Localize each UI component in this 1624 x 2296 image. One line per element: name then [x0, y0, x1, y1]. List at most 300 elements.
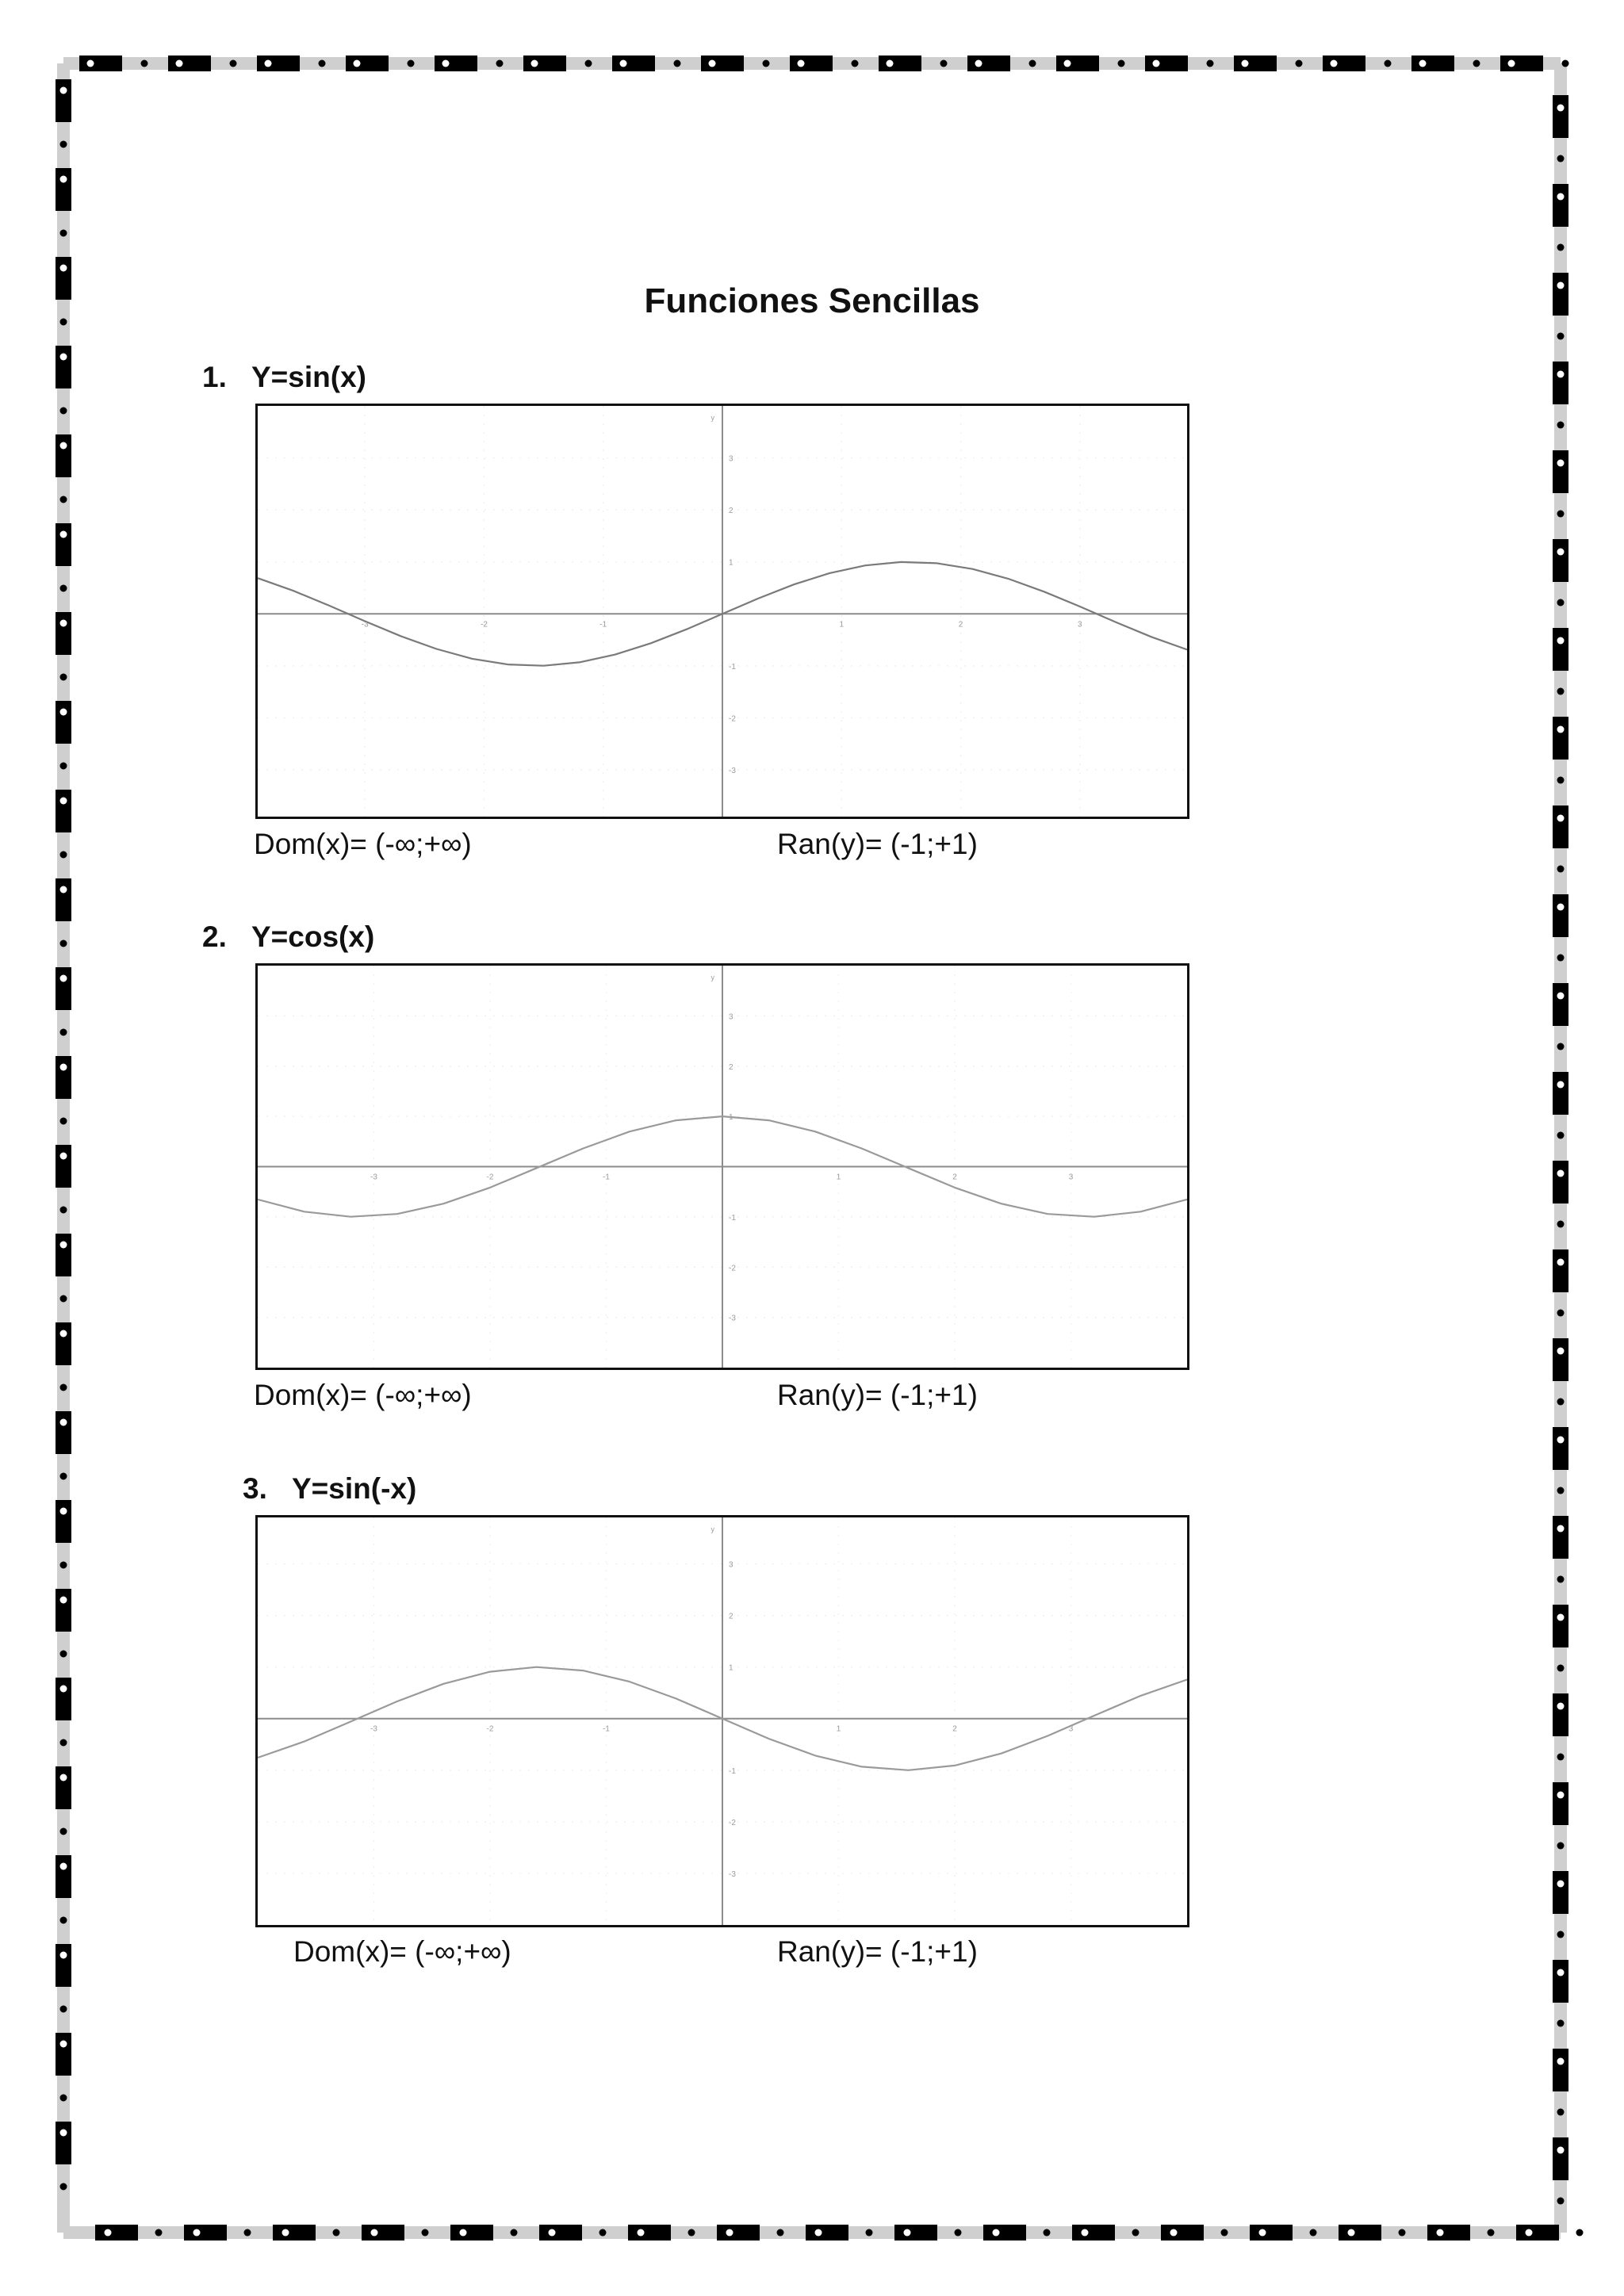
border-dot — [1557, 2020, 1565, 2027]
border-dot — [777, 2229, 784, 2237]
border-dash — [1145, 55, 1188, 71]
border-dot — [60, 1863, 67, 1870]
border-dot — [1221, 2229, 1228, 2237]
border-dash — [257, 55, 300, 71]
border-dash — [1553, 1338, 1568, 1381]
border-dot — [1488, 2229, 1495, 2237]
border-dash — [435, 55, 477, 71]
border-dash — [1553, 1605, 1568, 1647]
item-number: 3. — [243, 1472, 267, 1505]
border-dot — [1557, 1525, 1565, 1533]
y-tick-label: 1 — [729, 1113, 733, 1123]
border-dot — [193, 2229, 201, 2237]
y-tick-label: 3 — [729, 1560, 733, 1570]
border-dot — [60, 1064, 67, 1071]
border-dash — [346, 55, 389, 71]
border-dot — [60, 798, 67, 805]
item-function-label: Y=cos(x) — [251, 920, 375, 953]
border-dot — [674, 60, 681, 67]
border-dash — [1553, 2049, 1568, 2091]
border-dot — [1557, 1399, 1565, 1406]
border-dash — [79, 55, 122, 71]
y-tick-label: -1 — [729, 1213, 736, 1223]
border-dot — [60, 87, 67, 94]
domain-text-2: Dom(x)= (-∞;+∞) — [254, 1379, 472, 1411]
border-dash — [56, 1234, 71, 1276]
border-dash — [56, 523, 71, 566]
border-dash — [56, 346, 71, 388]
border-dot — [993, 2229, 1000, 2237]
border-dot — [1526, 2229, 1533, 2237]
border-dot — [1557, 244, 1565, 251]
border-dot — [1508, 60, 1515, 67]
border-dot — [60, 2041, 67, 2048]
border-dash — [1427, 2225, 1470, 2241]
border-dash — [56, 434, 71, 477]
item-function-label: Y=sin(x) — [251, 361, 366, 393]
border-dot — [60, 1739, 67, 1747]
border-dash — [967, 55, 1010, 71]
border-dot — [620, 60, 627, 67]
border-dash — [56, 1500, 71, 1543]
border-dot — [531, 60, 538, 67]
border-dot — [1348, 2229, 1355, 2237]
x-tick-label: -2 — [481, 620, 488, 629]
border-dot — [585, 60, 592, 67]
x-tick-label: 1 — [836, 1173, 841, 1182]
border-dash — [1553, 450, 1568, 493]
border-dot — [460, 2229, 467, 2237]
border-dot — [1557, 599, 1565, 607]
border-dot — [1082, 2229, 1089, 2237]
border-dash — [1056, 55, 1099, 71]
y-tick-label: -3 — [729, 766, 736, 775]
border-dot — [60, 1419, 67, 1426]
border-dot — [1557, 2058, 1565, 2065]
border-dot — [1557, 155, 1565, 163]
border-dot — [1557, 1487, 1565, 1494]
border-dot — [371, 2229, 378, 2237]
border-dot — [141, 60, 148, 67]
border-dot — [1242, 60, 1249, 67]
range-text-3: Ran(y)= (-1;+1) — [777, 1935, 978, 1968]
border-dot — [60, 1118, 67, 1125]
item-number: 1. — [202, 361, 227, 393]
border-dot — [1557, 1221, 1565, 1228]
border-dot — [60, 1686, 67, 1693]
border-dash — [56, 1056, 71, 1099]
border-dot — [852, 60, 859, 67]
border-dot — [60, 1828, 67, 1835]
border-dot — [1557, 549, 1565, 556]
border-dot — [1557, 637, 1565, 645]
border-dot — [60, 1917, 67, 1924]
border-dash — [56, 1678, 71, 1720]
border-dash — [1553, 1782, 1568, 1825]
border-dot — [1557, 1437, 1565, 1444]
border-dot — [60, 1242, 67, 1249]
x-tick-label: -3 — [361, 620, 369, 629]
border-dot — [1296, 60, 1303, 67]
y-tick-label: -1 — [729, 662, 736, 672]
border-dot — [230, 60, 237, 67]
border-dot — [244, 2229, 251, 2237]
border-dot — [1132, 2229, 1139, 2237]
border-dot — [60, 496, 67, 503]
border-dot — [511, 2229, 518, 2237]
border-dot — [1557, 460, 1565, 467]
border-dot — [1557, 1310, 1565, 1317]
border-dot — [60, 1384, 67, 1391]
border-dot — [1557, 1576, 1565, 1583]
border-dash — [56, 1944, 71, 1987]
border-dot — [1557, 1881, 1565, 1888]
border-dot — [1557, 1665, 1565, 1672]
y-tick-label: -3 — [729, 1314, 736, 1323]
border-dash — [56, 1855, 71, 1898]
border-dot — [333, 2229, 340, 2237]
border-dot — [1331, 60, 1338, 67]
border-dot — [60, 674, 67, 681]
border-dot — [60, 1330, 67, 1337]
border-dash — [1250, 2225, 1293, 2241]
border-dash — [1553, 1960, 1568, 2003]
y-tick-label: 3 — [729, 1012, 733, 1022]
border-dash — [56, 1145, 71, 1188]
border-dot — [60, 176, 67, 183]
border-dot — [975, 60, 982, 67]
border-dot — [1557, 2198, 1565, 2205]
item-heading-1 — [202, 358, 366, 396]
border-dash — [628, 2225, 671, 2241]
border-dot — [60, 442, 67, 450]
border-dot — [60, 265, 67, 272]
border-dash — [56, 1322, 71, 1365]
y-tick-label: 3 — [729, 454, 733, 464]
border-dash — [983, 2225, 1026, 2241]
x-tick-label: 2 — [952, 1173, 957, 1182]
border-dash — [1553, 1693, 1568, 1736]
border-dot — [1557, 1259, 1565, 1266]
border-dot — [1557, 1043, 1565, 1050]
border-dash — [56, 701, 71, 744]
border-dash — [1553, 1871, 1568, 1914]
border-dot — [1557, 193, 1565, 201]
border-dot — [1044, 2229, 1051, 2237]
border-dot — [1557, 371, 1565, 378]
border-dot — [1064, 60, 1071, 67]
domain-text-3: Dom(x)= (-∞;+∞) — [293, 1935, 511, 1968]
border-dash — [1553, 1072, 1568, 1115]
border-dot — [265, 60, 272, 67]
border-dash — [56, 612, 71, 655]
x-tick-label: -3 — [370, 1173, 377, 1182]
border-dot — [1576, 2229, 1584, 2237]
border-dot — [60, 2130, 67, 2137]
border-dash — [1553, 2137, 1568, 2180]
border-dot — [1118, 60, 1125, 67]
border-dot — [1557, 1843, 1565, 1850]
border-dot — [422, 2229, 429, 2237]
border-dot — [1557, 815, 1565, 822]
y-axis-label: y — [710, 1525, 714, 1533]
border-dash — [894, 2225, 937, 2241]
border-dot — [60, 1508, 67, 1515]
y-tick-label: 2 — [729, 1062, 733, 1072]
border-dot — [408, 60, 415, 67]
border-dash — [1553, 539, 1568, 582]
border-dot — [105, 2229, 112, 2237]
item-heading-3 — [243, 1470, 416, 1508]
border-dot — [60, 408, 67, 415]
x-tick-label: -3 — [370, 1724, 377, 1734]
border-dot — [60, 1029, 67, 1036]
page-title: Funciones Sencillas — [644, 281, 980, 320]
border-dot — [763, 60, 770, 67]
y-tick-label: -1 — [729, 1766, 736, 1776]
border-dot — [60, 975, 67, 982]
border-dot — [599, 2229, 607, 2237]
border-dash — [56, 2033, 71, 2076]
border-dot — [1557, 1348, 1565, 1355]
item-function-label: Y=sin(-x) — [292, 1472, 417, 1505]
border-dot — [638, 2229, 645, 2237]
x-tick-label: 1 — [839, 620, 845, 629]
x-tick-label: 3 — [1068, 1173, 1074, 1182]
border-dot — [1557, 955, 1565, 962]
border-dot — [60, 585, 67, 592]
border-dash — [56, 2122, 71, 2164]
border-dash — [701, 55, 744, 71]
border-dash — [612, 55, 655, 71]
border-dash — [362, 2225, 404, 2241]
border-dot — [887, 60, 894, 67]
range-text-2: Ran(y)= (-1;+1) — [777, 1379, 978, 1411]
border-dot — [955, 2229, 962, 2237]
y-axis-label: y — [710, 974, 714, 982]
border-dot — [1557, 2109, 1565, 2116]
border-dot — [1562, 60, 1569, 67]
x-tick-label: -1 — [603, 1173, 610, 1182]
y-tick-label: 2 — [729, 507, 733, 516]
border-dot — [1207, 60, 1214, 67]
border-dash — [1553, 628, 1568, 671]
border-dash — [1553, 717, 1568, 760]
domain-text-1: Dom(x)= (-∞;+∞) — [254, 828, 472, 860]
border-dot — [1557, 1969, 1565, 1976]
border-dot — [60, 620, 67, 627]
y-tick-label: 1 — [729, 1663, 733, 1673]
border-dot — [1557, 1170, 1565, 1177]
border-dot — [1153, 60, 1160, 67]
x-tick-label: 3 — [1077, 620, 1082, 629]
border-dot — [798, 60, 805, 67]
border-dot — [87, 60, 94, 67]
border-dot — [709, 60, 716, 67]
border-dot — [904, 2229, 911, 2237]
y-tick-label: -2 — [729, 1818, 736, 1827]
border-dot — [1557, 1754, 1565, 1761]
border-dot — [60, 1153, 67, 1160]
border-dot — [442, 60, 450, 67]
border-dot — [1557, 333, 1565, 340]
border-dot — [1419, 60, 1427, 67]
x-tick-label: -2 — [486, 1173, 494, 1182]
border-dash — [717, 2225, 760, 2241]
border-dot — [866, 2229, 873, 2237]
border-dash — [1516, 2225, 1559, 2241]
border-dot — [1557, 866, 1565, 873]
border-dot — [688, 2229, 695, 2237]
border-dash — [184, 2225, 227, 2241]
border-dash — [450, 2225, 493, 2241]
sin-chart-frame — [255, 404, 1189, 819]
neg-sin-chart — [258, 1517, 1187, 1925]
border-dash — [56, 1589, 71, 1632]
border-dot — [60, 354, 67, 361]
x-tick-label: -1 — [599, 620, 607, 629]
border-dot — [1557, 993, 1565, 1000]
border-dot — [1259, 2229, 1266, 2237]
border-dash — [1553, 894, 1568, 937]
border-dot — [1170, 2229, 1178, 2237]
border-dot — [1437, 2229, 1444, 2237]
border-dot — [815, 2229, 822, 2237]
border-dot — [1557, 1614, 1565, 1621]
range-text-1: Ran(y)= (-1;+1) — [777, 828, 978, 860]
border-dot — [60, 531, 67, 538]
border-dot — [496, 60, 504, 67]
border-dash — [1411, 55, 1454, 71]
border-dash — [1553, 362, 1568, 404]
border-dot — [60, 1207, 67, 1214]
cos-chart-frame — [255, 963, 1189, 1370]
border-dot — [60, 1651, 67, 1658]
border-dot — [1557, 1132, 1565, 1139]
border-dot — [60, 1774, 67, 1781]
border-dot — [1557, 1703, 1565, 1710]
cos-chart — [258, 966, 1187, 1368]
border-dot — [1557, 1792, 1565, 1799]
border-dash — [56, 790, 71, 832]
border-dot — [60, 1562, 67, 1569]
border-dot — [155, 2229, 163, 2237]
border-dash — [1161, 2225, 1204, 2241]
item-number: 2. — [202, 920, 227, 953]
item-heading-2 — [202, 918, 374, 956]
border-dot — [60, 886, 67, 894]
border-dash — [56, 1411, 71, 1454]
border-dot — [1557, 422, 1565, 429]
border-dash — [879, 55, 921, 71]
border-dash — [539, 2225, 582, 2241]
border-dot — [1557, 511, 1565, 518]
border-dot — [940, 60, 948, 67]
border-dot — [1399, 2229, 1406, 2237]
y-tick-label: 1 — [729, 558, 733, 568]
border-dot — [1557, 2147, 1565, 2154]
border-dash — [790, 55, 833, 71]
border-dot — [1557, 726, 1565, 733]
border-dash — [1553, 184, 1568, 227]
border-dash — [56, 168, 71, 211]
border-dot — [1029, 60, 1036, 67]
border-dot — [1557, 1081, 1565, 1089]
border-dot — [60, 1295, 67, 1303]
border-dash — [1553, 1161, 1568, 1203]
y-tick-label: -2 — [729, 1264, 736, 1273]
border-dot — [1557, 105, 1565, 112]
border-dash — [1323, 55, 1365, 71]
x-tick-label: -2 — [486, 1724, 494, 1734]
border-dash — [1553, 1249, 1568, 1292]
border-dot — [60, 709, 67, 716]
sin-chart — [258, 406, 1187, 817]
border-dot — [60, 2006, 67, 2013]
border-dash — [95, 2225, 138, 2241]
y-axis-label: y — [710, 414, 714, 422]
x-tick-label: 2 — [952, 1724, 957, 1734]
border-dash — [1553, 95, 1568, 138]
border-dash — [273, 2225, 316, 2241]
border-dot — [60, 141, 67, 148]
x-tick-label: 3 — [1068, 1724, 1074, 1734]
y-tick-label: -3 — [729, 1869, 736, 1879]
border-dot — [1473, 60, 1480, 67]
border-dash — [1553, 1516, 1568, 1559]
border-dash — [1234, 55, 1277, 71]
border-dot — [1385, 60, 1392, 67]
y-tick-label: 2 — [729, 1612, 733, 1621]
border-dash — [1553, 983, 1568, 1026]
border-dot — [549, 2229, 556, 2237]
border-dash — [56, 1766, 71, 1809]
border-dot — [726, 2229, 733, 2237]
border-dot — [1557, 904, 1565, 911]
border-dash — [168, 55, 211, 71]
border-dot — [60, 230, 67, 237]
border-dash — [806, 2225, 848, 2241]
border-dot — [60, 1473, 67, 1480]
x-tick-label: 1 — [836, 1724, 841, 1734]
border-dot — [60, 940, 67, 947]
border-dot — [1557, 1931, 1565, 1938]
border-dash — [56, 878, 71, 921]
border-dot — [60, 763, 67, 770]
border-dot — [1310, 2229, 1317, 2237]
y-tick-label: -2 — [729, 714, 736, 724]
x-tick-label: 2 — [958, 620, 963, 629]
border-dash — [1553, 806, 1568, 848]
border-dot — [60, 1952, 67, 1959]
border-dash — [1553, 1427, 1568, 1470]
border-dot — [60, 851, 67, 859]
border-dot — [282, 2229, 289, 2237]
border-dot — [1557, 688, 1565, 695]
border-dash — [1072, 2225, 1115, 2241]
x-tick-label: -1 — [603, 1724, 610, 1734]
border-dot — [1557, 777, 1565, 784]
border-dash — [1339, 2225, 1381, 2241]
border-dot — [319, 60, 326, 67]
border-dot — [354, 60, 361, 67]
border-dash — [1500, 55, 1543, 71]
border-dash — [523, 55, 566, 71]
border-dot — [176, 60, 183, 67]
border-dash — [56, 79, 71, 122]
neg-sin-chart-frame — [255, 1515, 1189, 1927]
border-dot — [60, 2183, 67, 2191]
